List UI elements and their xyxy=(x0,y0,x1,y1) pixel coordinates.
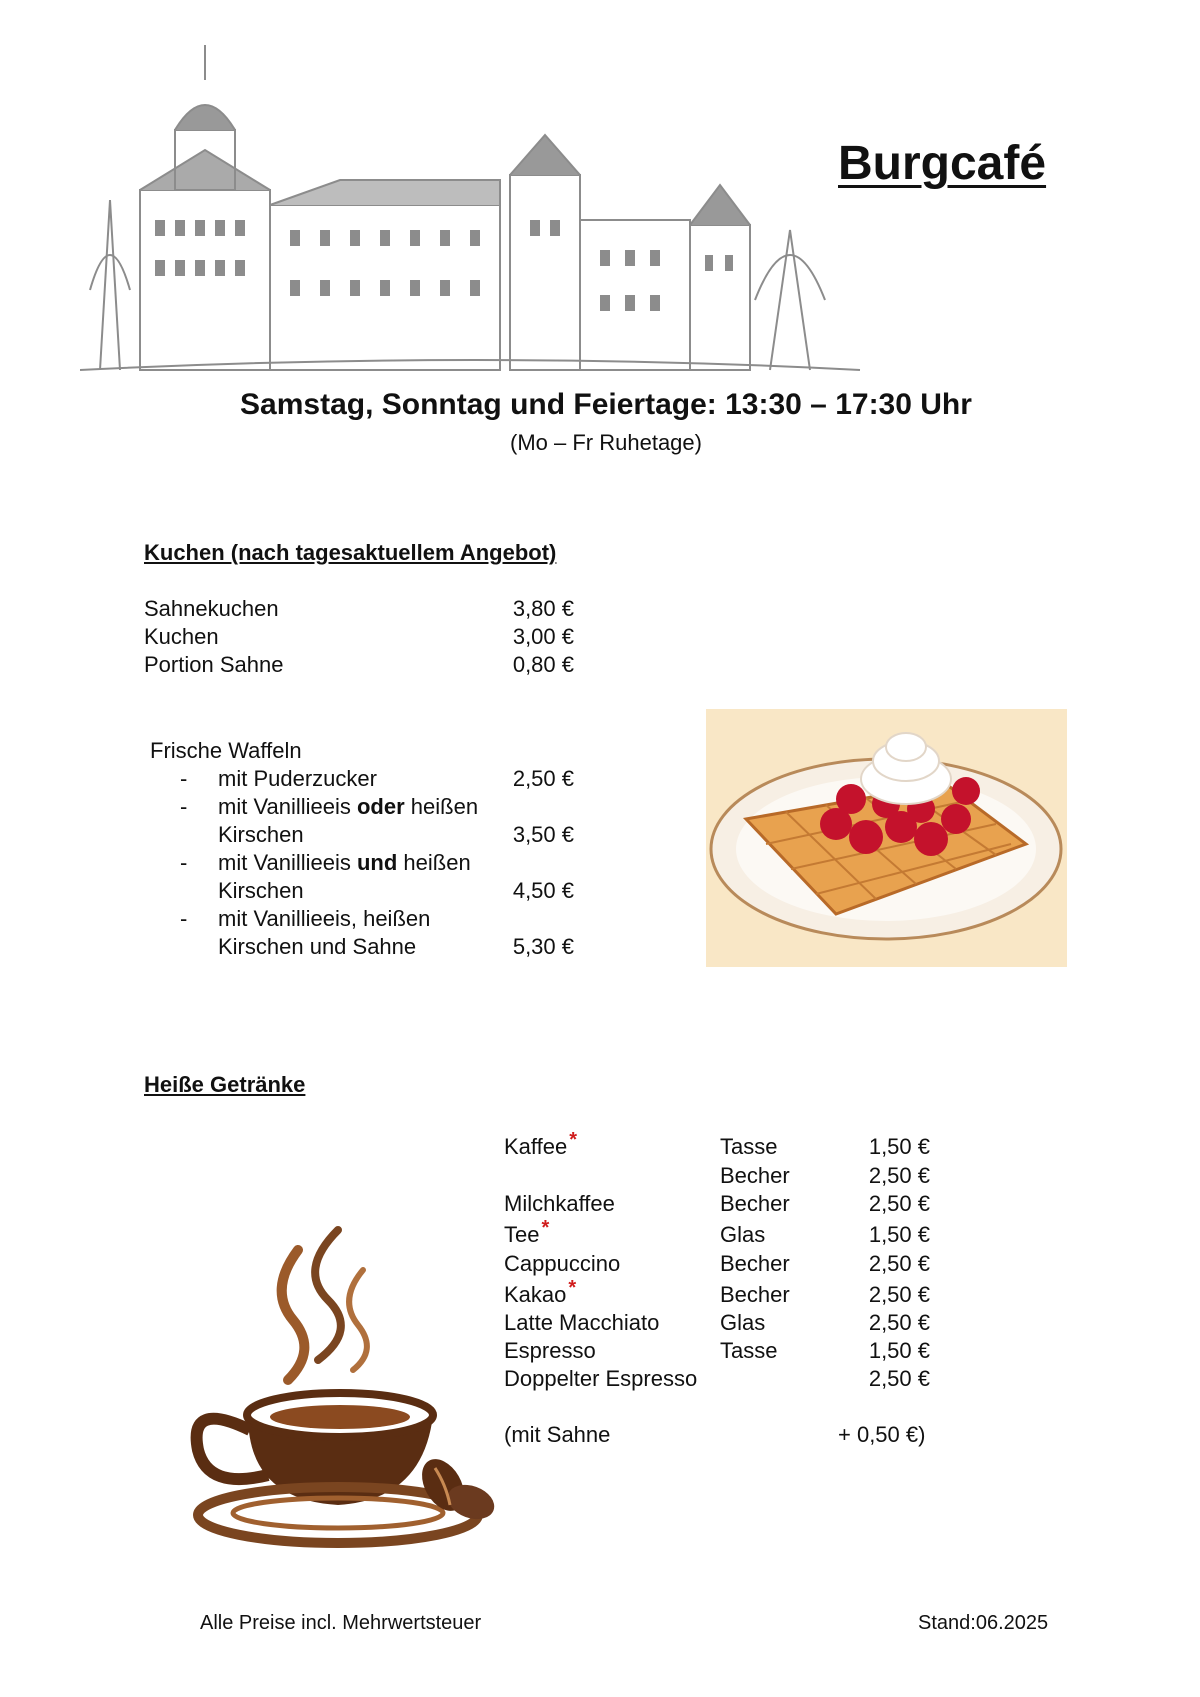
drink-name: Doppelter Espresso xyxy=(504,1366,698,1391)
waffel-item-text: Kirschen xyxy=(218,822,304,847)
drink-name: Espresso xyxy=(504,1338,596,1363)
menu-item-price: 3,80 € xyxy=(512,596,574,621)
vat-note: Alle Preise incl. Mehrwertsteuer xyxy=(200,1612,482,1634)
waffel-item-text: mit Vanillieeis, heißen xyxy=(218,906,431,931)
sahne-extra-label: (mit Sahne xyxy=(504,1422,611,1447)
kuchen-heading: Kuchen (nach tagesaktuellem Angebot) xyxy=(144,540,557,565)
list-dash: - xyxy=(180,766,188,791)
waffel-text-part: heißen xyxy=(397,850,471,875)
closed-days: (Mo – Fr Ruhetage) xyxy=(510,430,702,455)
drink-size: Becher xyxy=(720,1163,790,1188)
waffel-item-text: Kirschen und Sahne xyxy=(218,934,417,959)
drink-size: Becher xyxy=(720,1282,790,1307)
menu-item-name: Portion Sahne xyxy=(144,652,284,677)
drink-name: Cappuccino xyxy=(504,1251,621,1276)
drink-price: 2,50 € xyxy=(868,1191,930,1216)
drink-name: Milchkaffee xyxy=(504,1191,615,1216)
waffel-item-text: mit Puderzucker xyxy=(218,766,377,791)
drink-size: Tasse xyxy=(720,1134,778,1159)
list-dash: - xyxy=(180,906,188,931)
waffel-item-text: Kirschen xyxy=(218,878,304,903)
drink-price: 1,50 € xyxy=(868,1222,930,1247)
drink-price: 1,50 € xyxy=(868,1134,930,1159)
waffel-text-bold: und xyxy=(356,850,398,875)
drink-size: Becher xyxy=(720,1251,790,1276)
drink-name-text: Tee xyxy=(504,1222,540,1247)
drink-price: 2,50 € xyxy=(868,1251,930,1276)
drink-price: 2,50 € xyxy=(868,1163,930,1188)
asterisk-mark: * xyxy=(568,1277,577,1299)
waffel-text-bold: oder xyxy=(356,794,405,819)
list-dash: - xyxy=(180,850,188,875)
waffle-image xyxy=(706,709,1067,967)
sahne-extra-price: + 0,50 €) xyxy=(838,1422,926,1447)
drink-price: 2,50 € xyxy=(868,1282,930,1307)
waffel-item-price: 3,50 € xyxy=(512,822,574,847)
waffel-text-part: mit Vanillieeis xyxy=(218,794,357,819)
drink-size: Glas xyxy=(720,1310,766,1335)
drink-price: 2,50 € xyxy=(868,1310,930,1335)
drink-name-text: Kakao xyxy=(504,1282,567,1307)
menu-item-price: 3,00 € xyxy=(512,624,574,649)
menu-item-name: Kuchen xyxy=(144,624,219,649)
drink-size: Becher xyxy=(720,1191,790,1216)
drink-name xyxy=(504,1217,550,1248)
page-title: Burgcafé xyxy=(838,137,1047,190)
waffeln-heading: Frische Waffeln xyxy=(150,738,302,763)
drink-name: Latte Macchiato xyxy=(504,1310,660,1335)
price-date: Stand:06.2025 xyxy=(918,1612,1049,1634)
drink-price: 2,50 € xyxy=(868,1366,930,1391)
asterisk-mark: * xyxy=(541,1217,550,1239)
castle-illustration xyxy=(80,40,880,390)
waffel-item-text xyxy=(218,794,478,820)
asterisk-mark: * xyxy=(569,1129,578,1151)
coffee-cup-illustration xyxy=(188,1220,508,1550)
drink-size: Glas xyxy=(720,1222,766,1247)
waffel-item-price: 4,50 € xyxy=(512,878,574,903)
drink-size: Tasse xyxy=(720,1338,778,1363)
drink-name xyxy=(504,1129,578,1160)
waffel-text-part: mit Vanillieeis xyxy=(218,850,357,875)
drink-price: 1,50 € xyxy=(868,1338,930,1363)
waffel-item-text xyxy=(218,850,471,876)
opening-hours: Samstag, Sonntag und Feiertage: 13:30 – 17:30 Uhr xyxy=(240,388,972,421)
waffel-item-price: 2,50 € xyxy=(512,766,574,791)
menu-item-name: Sahnekuchen xyxy=(144,596,279,621)
getraenke-heading: Heiße Getränke xyxy=(144,1072,306,1097)
drink-name-text: Kaffee xyxy=(504,1134,568,1159)
menu-item-price: 0,80 € xyxy=(512,652,574,677)
drink-name xyxy=(504,1277,577,1308)
list-dash: - xyxy=(180,794,188,819)
waffel-text-part: heißen xyxy=(404,794,479,819)
waffel-item-price: 5,30 € xyxy=(512,934,574,959)
